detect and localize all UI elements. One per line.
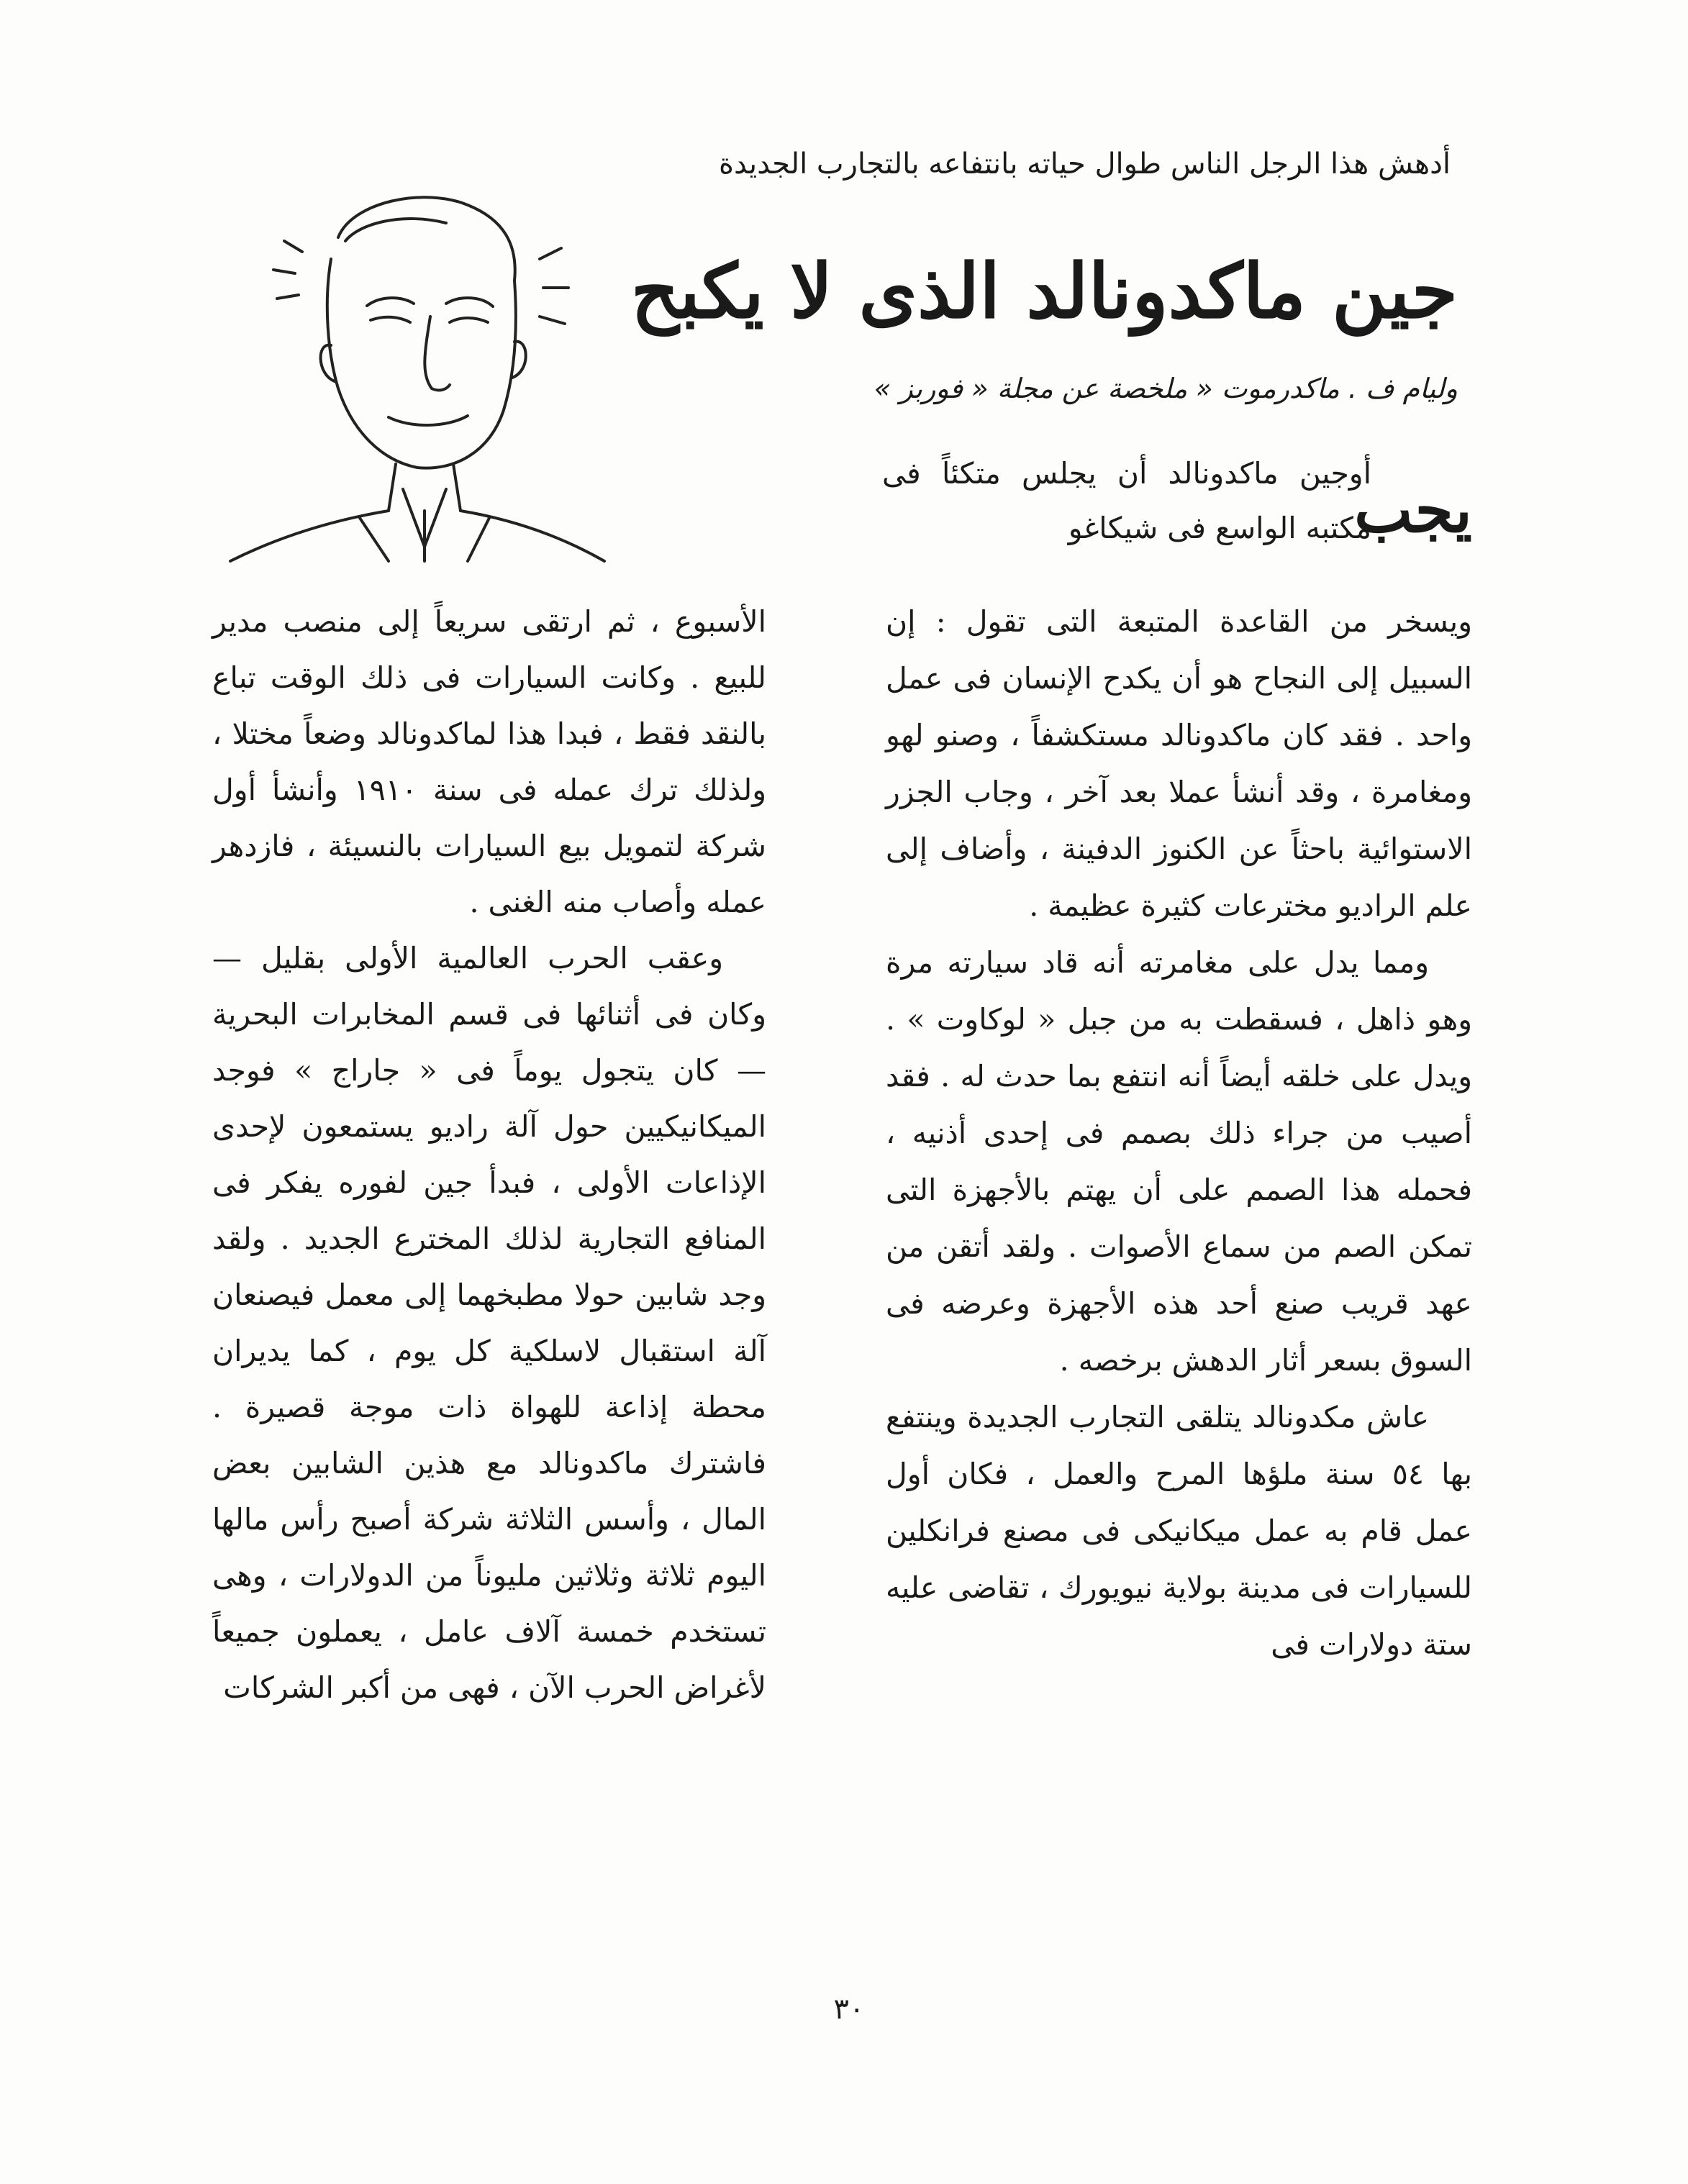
paragraph: وعقب الحرب العالمية الأولى بقليل — وكان فى أثنائها فى قسم المخابرات البحرية — كان يتجول يوماً فى « جاراج » فوجد الميكانيكيين حول آلة راديو يستمعون لإحدى الإذاعات الأولى ، فبدأ جين لفوره يفكر فى المنافع التجارية لذلك المخترع الجديد . ولقد وجد شابين حولا مطبخهما إلى معمل فيصنعان آلة استقبال لاسلكية كل يوم ، كما يديران محطة إذاعة للهواة ذات موجة قصيرة . فاشترك ماكدونالد مع هذين الشابين بعض المال ، وأسس الثلاثة شركة أصبح رأس مالها اليوم ثلاثة وثلاثين مليوناً من الدولارات ، وهى تستخدم خمسة آلاف عامل ، يعملون جميعاً لأغراض الحرب الآن ، فهى من أكبر الشركات: [212, 941, 766, 1705]
right-column: [886, 593, 1472, 1673]
paragraph: ويسخر من القاعدة المتبعة التى تقول : إن السبيل إلى النجاح هو أن يكدح الإنسان فى عمل واحد . فقد كان ماكدونالد مستكشفاً ، وصنو لهو ومغامرة ، وقد أنشأ عملا بعد آخر ، وجاب الجزر الاستوائية باحثاً عن الكنوز الدفينة ، وأضاف إلى علم الراديو مخترعات كثيرة عظيمة .: [886, 604, 1472, 923]
article-byline: وليام ف . ماكدرموت « ملخصة عن مجلة « فوربز »: [874, 373, 1458, 404]
paragraph: ومما يدل على مغامرته أنه قاد سيارته مرة وهو ذاهل ، فسقطت به من جبل « لوكاوت » . ويدل على خلقه أيضاً أنه انتفع بما حدث له . فقد أصيب من جراء ذلك بصمم فى إحدى أذنيه ، فحمله هذا الصمم على أن يهتم بالأجهزة التى تمكن الصم من سماع الأصوات . ولقد أتقن من عهد قريب صنع أحد هذه الأجهزة وعرضه فى السوق بسعر أثار الدهش برخصه .: [886, 945, 1472, 1378]
drop-word: يجب: [1354, 474, 1472, 547]
lead-lines: أوجين ماكدونالد أن يجلس متكئاً فى مكتبه الواسع فى شيكاغو: [882, 456, 1371, 545]
page-number: ٣٠: [833, 1993, 865, 2026]
portrait-illustration: [216, 173, 619, 575]
paragraph: الأسبوع ، ثم ارتقى سريعاً إلى منصب مدير للبيع . وكانت السيارات فى ذلك الوقت تباع بالنقد فقط ، فبدا هذا لماكدونالد وضعاً مختلا ، ولذلك ترك عمله فى سنة ١٩١٠ وأنشأ أول شركة لتمويل بيع السيارات بالنسيئة ، فازدهر عمله وأصاب منه الغنى .: [212, 604, 766, 919]
article-kicker: أدهش هذا الرجل الناس طوال حياته بانتفاعه بالتجارب الجديدة: [719, 147, 1451, 181]
left-column: [212, 593, 766, 1716]
article-headline: جين ماكدونالد الذى لا يكبح: [630, 247, 1458, 335]
paragraph: عاش مكدونالد يتلقى التجارب الجديدة وينتفع بها ٥٤ سنة ملؤها المرح والعمل ، فكان أول عمل قام به عمل ميكانيكى فى مصنع فرانكلين للسيارات فى مدينة بولاية نيويورك ، تقاضى عليه ستة دولارات فى: [886, 1400, 1472, 1662]
